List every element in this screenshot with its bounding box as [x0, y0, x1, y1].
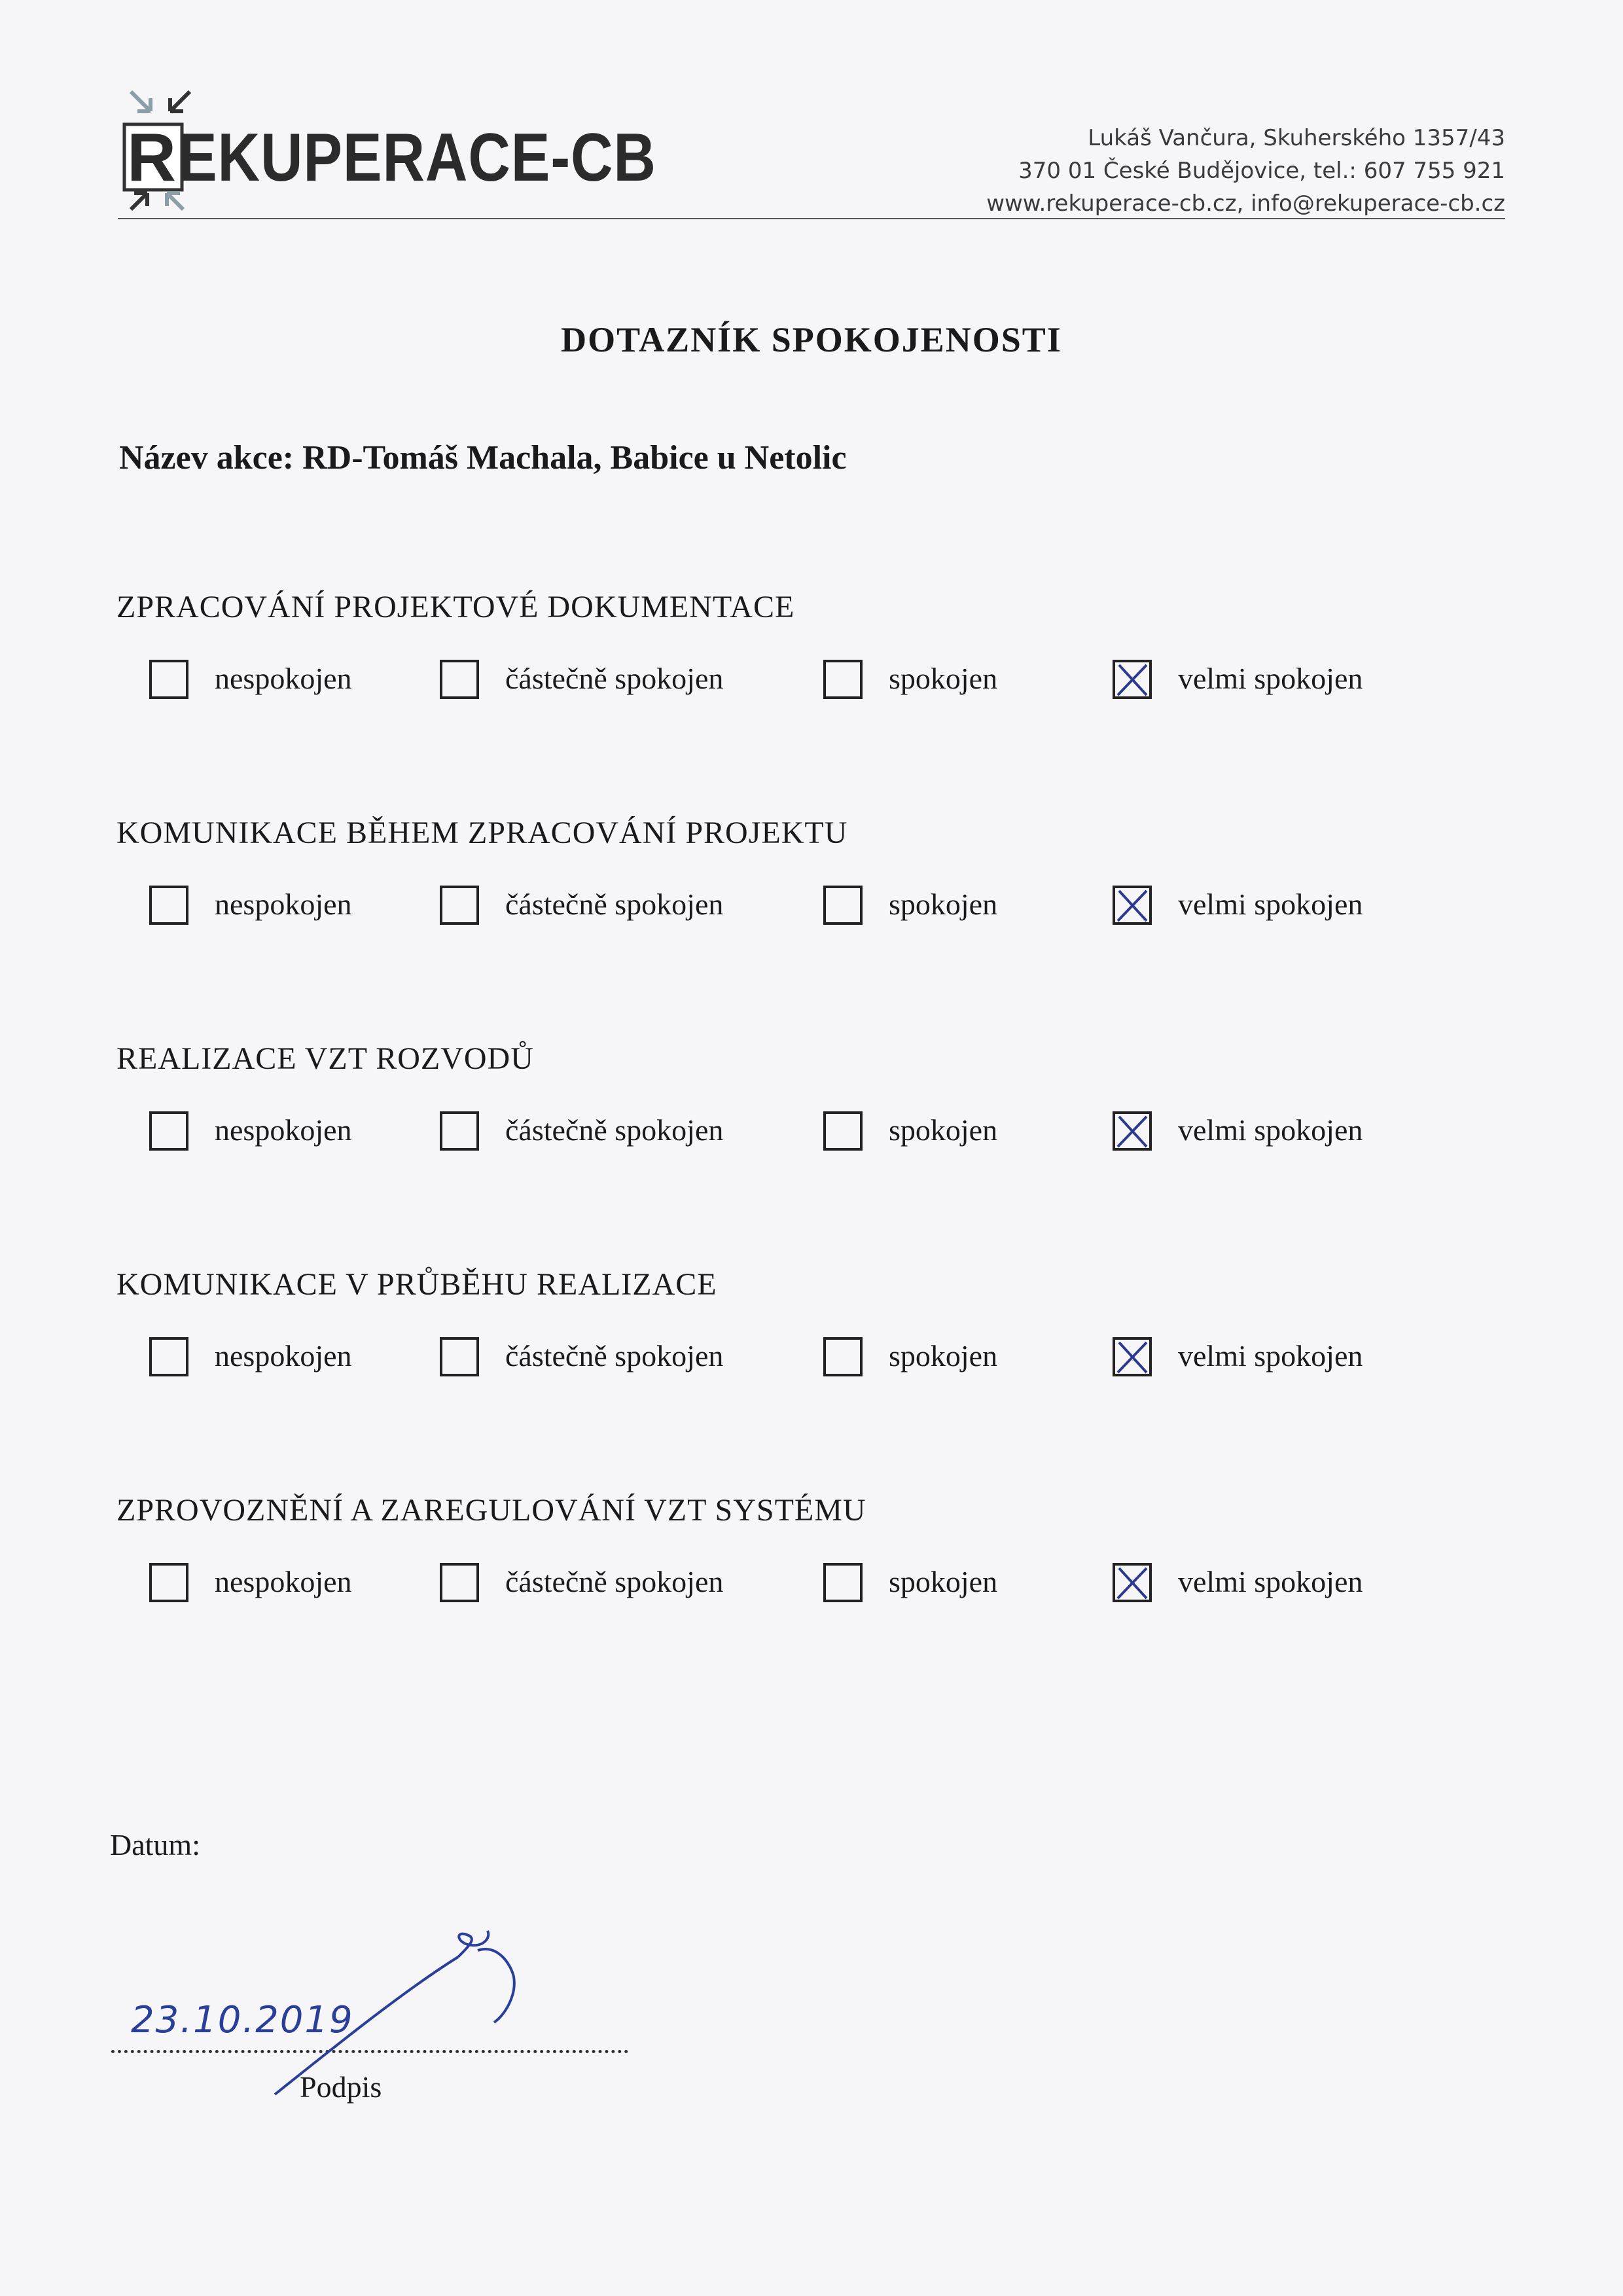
rating-checkbox[interactable]	[149, 1337, 188, 1376]
rating-option-label: nespokojen	[215, 1339, 352, 1372]
rating-checkbox[interactable]	[149, 886, 188, 925]
rating-checkbox[interactable]	[149, 1563, 188, 1602]
rating-checkbox[interactable]	[440, 886, 479, 925]
rating-option-label: částečně spokojen	[505, 1565, 724, 1598]
rating-checkbox[interactable]	[823, 886, 863, 925]
rating-checkbox[interactable]	[823, 1563, 863, 1602]
company-logo	[118, 79, 654, 223]
section-title: KOMUNIKACE V PRŮBĚHU REALIZACE	[116, 1267, 717, 1302]
rating-option-label: velmi spokojen	[1178, 662, 1363, 695]
rating-checkbox[interactable]	[440, 660, 479, 699]
event-name: Název akce: RD-Tomáš Machala, Babice u Netolic	[119, 439, 847, 476]
check-mark-icon	[1113, 1337, 1152, 1376]
rating-checkbox[interactable]	[823, 1111, 863, 1151]
rating-option-label: částečně spokojen	[505, 1339, 724, 1372]
rating-checkbox[interactable]	[440, 1337, 479, 1376]
rating-option-label: spokojen	[889, 888, 998, 921]
header-divider	[118, 218, 1505, 219]
rating-option-label: velmi spokojen	[1178, 1565, 1363, 1598]
rating-option-label: nespokojen	[215, 662, 352, 695]
section-title: ZPRACOVÁNÍ PROJEKTOVÉ DOKUMENTACE	[116, 590, 795, 624]
rating-checkbox[interactable]	[440, 1111, 479, 1151]
check-mark-icon	[1113, 1111, 1152, 1151]
address-line: 370 01 České Budějovice, tel.: 607 755 921	[1018, 158, 1505, 184]
section-title: KOMUNIKACE BĚHEM ZPRACOVÁNÍ PROJEKTU	[116, 816, 848, 850]
address-line: Lukáš Vančura, Skuherského 1357/43	[1088, 125, 1505, 151]
check-mark-icon	[1113, 1563, 1152, 1602]
signature-label: Podpis	[300, 2070, 382, 2104]
rating-checkbox[interactable]	[1113, 1563, 1152, 1602]
rating-option-label: spokojen	[889, 1339, 998, 1372]
rating-option-label: nespokojen	[215, 1113, 352, 1147]
rating-option-label: velmi spokojen	[1178, 1113, 1363, 1147]
rating-checkbox[interactable]	[149, 660, 188, 699]
rating-option-label: velmi spokojen	[1178, 888, 1363, 921]
rating-checkbox[interactable]	[1113, 1111, 1152, 1151]
section-title: REALIZACE VZT ROZVODŮ	[116, 1041, 534, 1076]
rating-checkbox[interactable]	[149, 1111, 188, 1151]
section-title: ZPROVOZNĚNÍ A ZAREGULOVÁNÍ VZT SYSTÉMU	[116, 1493, 866, 1528]
contact-line: www.rekuperace-cb.cz, info@rekuperace-cb.cz	[986, 190, 1505, 217]
rating-option-label: nespokojen	[215, 1565, 352, 1598]
logo-letter: R	[127, 120, 177, 196]
logo-text: EKUPERACE-CB	[178, 120, 656, 196]
rating-option-label: spokojen	[889, 1565, 998, 1598]
rating-checkbox[interactable]	[1113, 660, 1152, 699]
handwritten-date: 23.10.2019	[131, 1999, 354, 2041]
rating-checkbox[interactable]	[440, 1563, 479, 1602]
document-title: DOTAZNÍK SPOKOJENOSTI	[561, 320, 1062, 359]
check-mark-icon	[1113, 886, 1152, 925]
rating-option-label: nespokojen	[215, 888, 352, 921]
company-contact	[986, 122, 1505, 220]
rating-checkbox[interactable]	[1113, 886, 1152, 925]
rating-option-label: velmi spokojen	[1178, 1339, 1363, 1372]
rating-checkbox[interactable]	[1113, 1337, 1152, 1376]
rating-checkbox[interactable]	[823, 1337, 863, 1376]
date-label: Datum:	[110, 1828, 200, 1861]
rating-option-label: částečně spokojen	[505, 888, 724, 921]
rating-checkbox[interactable]	[823, 660, 863, 699]
rating-option-label: částečně spokojen	[505, 662, 724, 695]
rating-option-label: spokojen	[889, 1113, 998, 1147]
rating-option-label: spokojen	[889, 662, 998, 695]
check-mark-icon	[1113, 660, 1152, 699]
rating-option-label: částečně spokojen	[505, 1113, 724, 1147]
